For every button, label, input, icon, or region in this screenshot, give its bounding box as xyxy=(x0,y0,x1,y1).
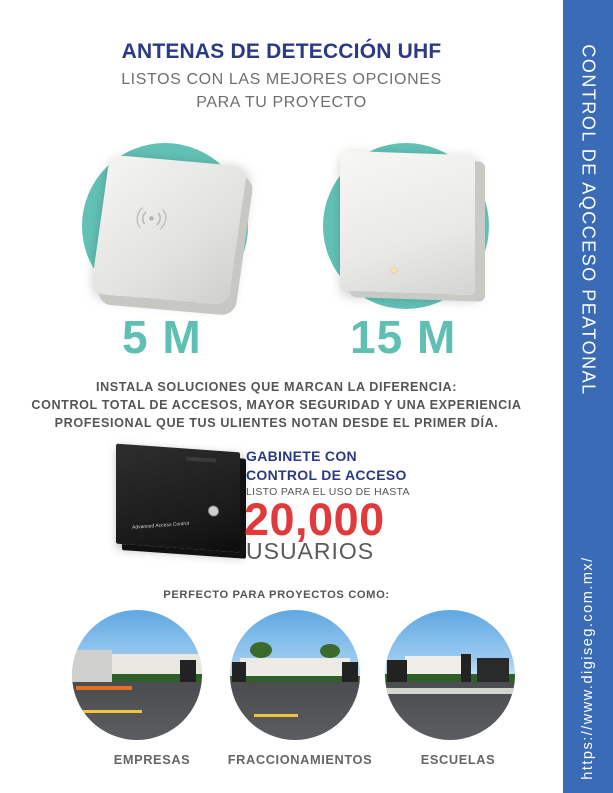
projects-heading: PERFECTO PARA PROYECTOS COMO: xyxy=(163,589,390,601)
access-control-cabinet-image xyxy=(116,444,240,553)
main-title: ANTENAS DE DETECCIÓN UHF xyxy=(121,40,442,63)
antenna-1-range: 5 M xyxy=(122,311,202,363)
escuelas-photo xyxy=(385,610,515,740)
project-label-fraccionamientos: FRACCIONAMIENTOS xyxy=(227,752,373,767)
antenna-2-range: 15 M xyxy=(350,311,457,363)
cabinet-capacity-number: 20,000 xyxy=(244,494,385,545)
empresas-photo xyxy=(72,610,202,740)
cabinet-vent xyxy=(186,457,216,463)
fraccionamientos-photo xyxy=(230,610,360,740)
project-label-empresas: EMPRESAS xyxy=(113,752,191,767)
cabinet-capacity-unit: USUARIOS xyxy=(246,538,375,564)
rfid-icon xyxy=(129,202,173,235)
project-label-escuelas: ESCUELAS xyxy=(420,752,496,767)
cabinet-capacity-caption: LISTO PARA EL USO DE HASTA xyxy=(246,486,410,498)
sidebar-vertical-title: CONTROL DE AQCCESO PEATONAL xyxy=(578,44,599,396)
antenna-5m-image xyxy=(90,155,247,306)
lock-icon xyxy=(208,505,219,517)
antenna-15m-image xyxy=(340,151,475,296)
subtitle-line-2: PARA TU PROYECTO xyxy=(196,94,367,111)
website-link[interactable]: https://www.digiseg.com.mx/ xyxy=(580,556,596,780)
description-line-3: PROFESIONAL QUE TUS ULIENTES NOTAN DESDE EL PRIMER DÍA. xyxy=(54,416,499,430)
subtitle-line-1: LISTOS CON LAS MEJORES OPCIONES xyxy=(121,71,442,88)
status-led xyxy=(392,268,396,272)
description-line-1: INSTALA SOLUCIONES QUE MARCAN LA DIFERENCIA: xyxy=(95,380,458,394)
description-line-2: CONTROL TOTAL DE ACCESOS, MAYOR SEGURIDAD Y UNA EXPERIENCIA xyxy=(31,398,522,412)
cabinet-title-line-1: GABINETE CON xyxy=(246,448,357,464)
cabinet-device-label: Advanced Access Control xyxy=(132,520,189,531)
cabinet-title-line-2: CONTROL DE ACCESO xyxy=(246,467,407,483)
